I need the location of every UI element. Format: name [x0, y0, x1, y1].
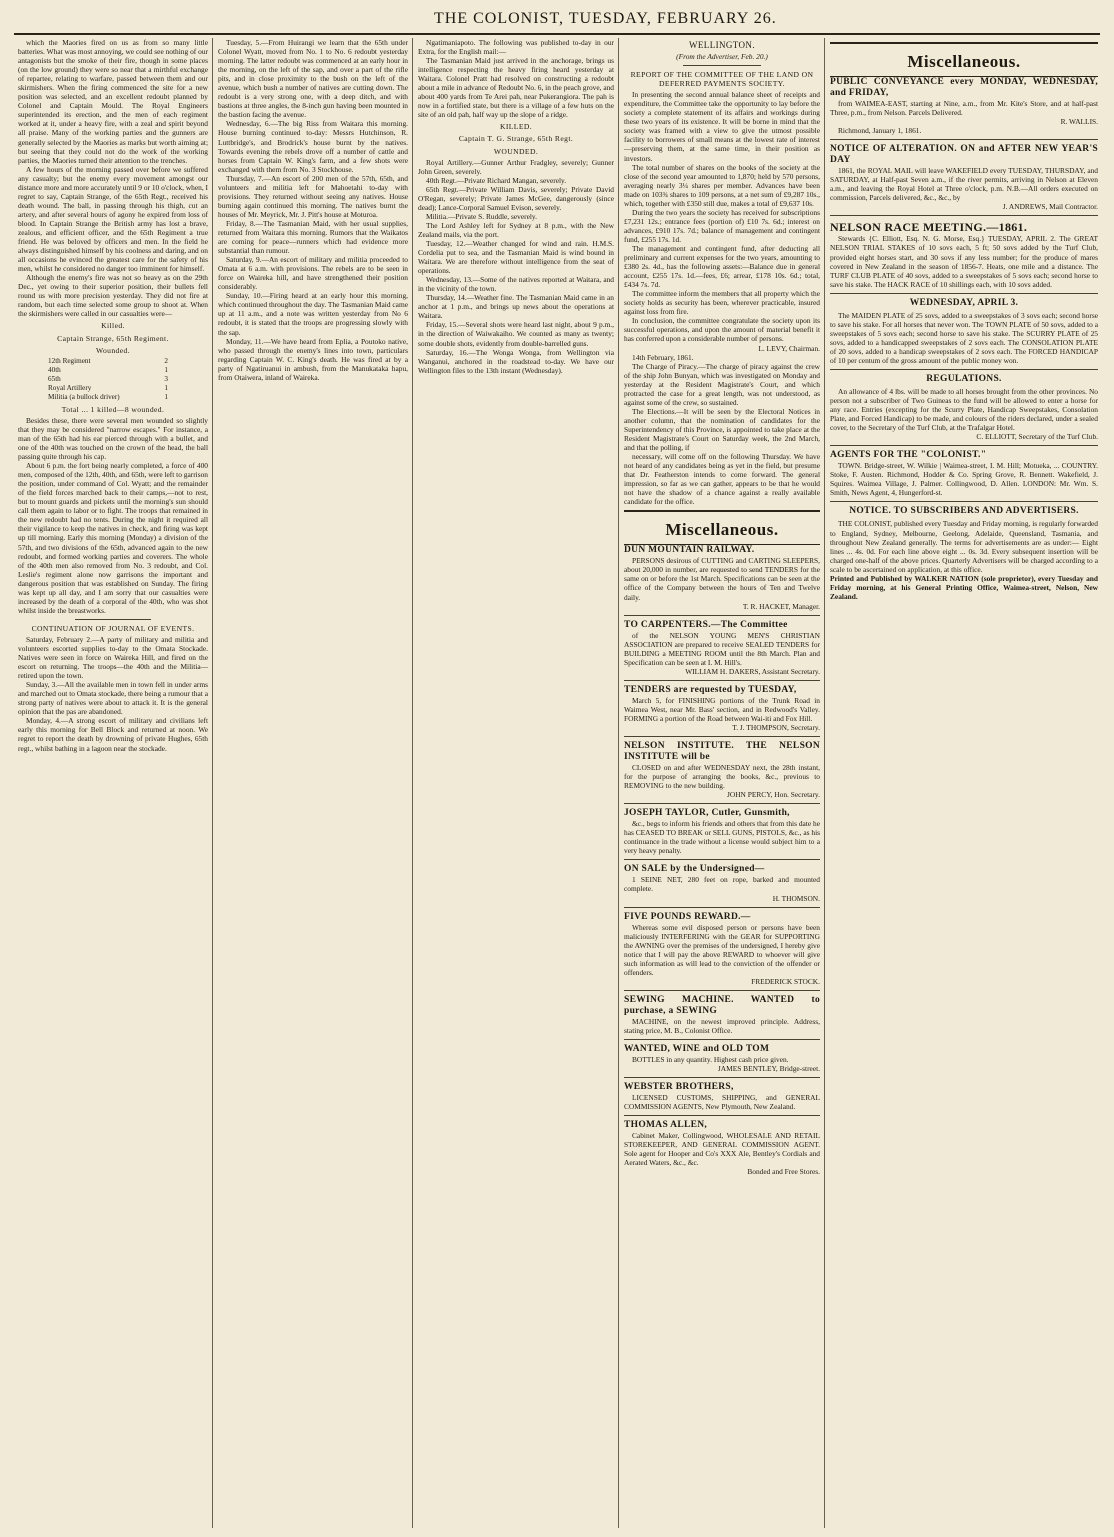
column-divider: [824, 38, 825, 1528]
ad-signature: JOHN PERCY, Hon. Secretary.: [727, 790, 820, 800]
ad-heading: NELSON INSTITUTE. THE NELSON INSTITUTE will be: [624, 741, 820, 763]
ad-heading: NOTICE. TO SUBSCRIBERS AND ADVERTISERS.: [849, 506, 1079, 517]
misc-section-title: Miscellaneous.: [907, 52, 1021, 71]
ad-body: 1861, the ROYAL MAIL will leave WAKEFIELD every TUESDAY, THURSDAY, and SATURDAY, at Half-past Seven a.m., if the river permits, arriving in Nelson at Eleven a.m., and leaving the Royal Hotel at Three o'clock, p.m. N.B.—All orders executed on commission, Parcels delivered, &c., &c., by: [830, 166, 1098, 203]
ad-heading: NOTICE OF ALTERATION. ON and AFTER NEW YEAR'S DAY: [830, 144, 1098, 166]
ad-block: [830, 450, 1098, 497]
article-paragraph: Monday, 11.—We have heard from Eplia, a Poutoko native, who passed through the enemy's lines into town, particulars regarding Captain W. C. King's death. He was fired at by a party of Ngatiruanui in ambush, from the Manukataka hapu, from Otaiwera, inland of Waireka.: [218, 336, 408, 382]
ad-block: [830, 144, 1098, 211]
ad-heading: JOSEPH TAYLOR, Cutler, Gunsmith,: [624, 808, 790, 819]
section-heading: CONTINUATION OF JOURNAL OF EVENTS.: [31, 623, 195, 633]
article-paragraph: Wednesday, 6.—The big Riss from Waitara this morning. House burning continued to-day: Messrs Hutchinson, R. Luttbridge's, and Brodrick's house burnt by the natives. Towards evening the rebels drove off a number of cattle and horses from Captain W. King's farm, and a few shots were exchanged with them from No. 3 Stockhouse.: [218, 119, 408, 174]
ad-signature: WILLIAM H. DAKERS, Assistant Secretary.: [685, 666, 820, 676]
misc-section-header: [830, 42, 1098, 77]
ad-heading: TO CARPENTERS.—The Committee: [624, 619, 788, 630]
column-divider: [212, 38, 213, 1528]
ad-body: from WAIMEA-EAST, starting at Nine, a.m., from Mr. Kite's Store, and at half-past Three, p.m., from Nelson. Parcels Delivered.: [830, 99, 1098, 118]
ad-divider: [624, 1039, 820, 1040]
wounded-row: 65th 3: [48, 374, 168, 383]
article-paragraph: necessary, will come off on the following Thursday. We have not heard of any candidates being as yet in the field, but presume that Dr. Featherston intends to come forward. The general impression, so far as we can gather, appears to be that he would not have the shadow of a chance against a really available candidate for the office.: [624, 452, 820, 507]
ad-heading: PUBLIC CONVEYANCE every MONDAY, WEDNESDAY, and FRIDAY,: [830, 77, 1098, 98]
article-paragraph: Sunday, 3.—All the available men in town fell in under arms and marched out to Omata stockade, there being a rumour that a strong party of natives were about to attack it. It is the general opinion that the pas are abandoned.: [18, 680, 208, 717]
article-paragraph: Friday, 8.—The Tasmanian Maid, with her usual supplies, returned from Waitara this morning. Rumors that the Waikatos are coming for peace—runners which had evidence more substantial than rumour.: [218, 218, 408, 256]
report-dateline: 14th February, 1861.: [632, 352, 694, 362]
article-paragraph: Monday, 4.—A strong escort of military and civilians left early this morning for Bell Block and returned at noon. We regret to report the death by drowning of private Hughes, 65th regt., whilst bathing in a lagoon near the stockade.: [18, 716, 208, 753]
casualty-total: Total ... 1 killed—8 wounded.: [61, 404, 165, 414]
ad-divider: [624, 1077, 820, 1078]
article-paragraph: The management and contingent fund, after deducting all preliminary and current expenses for the two years, amounting to £380 2s. 4d., has the following assets:—Balance due in general account, £255 17s. 1d.—fees, £6; arrear, £178 10s. 6d.; total, £434 7s. 7d.: [624, 243, 820, 290]
wounded-title: WOUNDED.: [493, 146, 539, 156]
wounded-row: Militia (a bullock driver) 1: [48, 392, 168, 401]
ad-signature: H. THOMSON.: [772, 893, 820, 903]
ad-body: Cabinet Maker, Collingwood, WHOLESALE AND RETAIL STOREKEEPER, AND GENERAL COMMISSION AGENT. Sole agent for Hooper and Co's XXX Ale, Bentley's Cordials and Aerated Waters, &c., &c.: [624, 1131, 820, 1168]
ad-body: TOWN. Bridge-street, W. Wilkie | Waimea-street, I. M. Hill; Motueka, ... COUNTRY. Stoke, F. Austen. Richmond, Hodder & Co. Spring Grove, R. Bennett. Wakefield, J. Squires. Waimea Village, J. Palmer. Collingwood, D. Allen. LONDON: Mr. Wm. S. Smith, News Agent, 4, Hungerford-st.: [830, 461, 1098, 498]
ad-footer: Richmond, January 1, 1861.: [838, 126, 922, 136]
article-paragraph: The Tasmanian Maid just arrived in the anchorage, brings us intelligence respecting the heavy firing heard yesterday at Waitara. Colonel Pratt had resolved on constructing a redoubt about a mile in advance of Redoubt No. 6, in the peach grove, and about 400 yards from Te Arei pah, near Pukerangiora. The pah is now in a fortified state, but there is a village of a few huts on the site of an old pah, half way up the slope of a ridge.: [418, 56, 614, 120]
report-title: REPORT OF THE COMMITTEE OF THE LAND ON DEFERRED PAYMENTS SOCIETY.: [630, 70, 814, 89]
ad-heading: WANTED, WINE and OLD TOM: [624, 1043, 770, 1054]
article-paragraph: which the Maories fired on us as from so many little batteries. What was most annoying, we could see nothing of our antagonists but the smoke of their fire, though in some places (on the low ground) they were so near that a mirthful exchange of repartee, relating to warfare, passed between them and our skirmishers. When the firing commenced the site for a new position was selected, and an excellent redoubt planned by Colonel and Captain Mould. The Royal Engineers superintended its erection, and the men of each regiment worked at it, under a heavy fire, with a zeal and spirit beyond all praise. Many of the working parties and the gunners are generally selected by the Maories as marks but worth aiming at; but seeing that they could not do the work of the working parties, the Maories turned their attention to the trenches.: [18, 38, 208, 165]
ad-heading: NELSON RACE MEETING.—1861.: [830, 220, 1028, 235]
section-divider: [75, 619, 151, 620]
ad-body: 1 SEINE NET, 280 feet on rope, barked and mounted complete.: [624, 875, 820, 894]
ad-signature: J. ANDREWS, Mail Contractor.: [1002, 202, 1098, 212]
ad-body: LICENSED CUSTOMS, SHIPPING, and GENERAL COMMISSION AGENTS, New Plymouth, New Zealand.: [624, 1093, 820, 1112]
wellington-source: (From the Advertiser, Feb. 20.): [676, 52, 768, 62]
ad-divider: [830, 501, 1098, 502]
ad-divider: [624, 803, 820, 804]
ad-divider: [830, 139, 1098, 140]
wounded-line: 65th Regt.—Private William Davis, severely; Private David O'Regan, severely; Private James McGee, dangerously (since dead); Lance-Corporal Samuel Evison, severely.: [418, 184, 614, 212]
article-paragraph: The total number of shares on the books of the society at the close of the second year amounted to 1,870; held by 570 persons, averaging nearly 3¼ shares per member. Advances have been made on 103¾ shares to 109 persons, at a net sum of £9,287 10s., which, together with £350 still due, makes a total of £9,637 10s.: [624, 162, 820, 208]
article-paragraph: Thursday, 7.—An escort of 200 men of the 57th, 65th, and volunteers and militia left for Mahoetahi to-day with provisions. They returned without seeing any natives. House burning again continued this morning. The natives burnt the houses of Mr. Meyrick, Mr. J. Pitt's house at Moturoa.: [218, 173, 408, 219]
ad-block: [624, 741, 820, 799]
ad-footer: Printed and Published by WALKER NATION (sole proprietor), every Tuesday and Friday morning, at his General Printing Office, Waimea-street, Nelson, New Zealand.: [830, 573, 1098, 601]
ad-heading: WEBSTER BROTHERS,: [624, 1082, 734, 1093]
ad-divider: [624, 736, 820, 737]
ad-body: An allowance of 4 lbs. will be made to all horses brought from the other provinces. No person not a subscriber of Two Guineas to the fund will be allowed to enter a horse for any race. Entries (excepting for the Scurry Plate, Handicap Sweepstakes, Consolation Plate, and Forced Handicap) to be made, and colours of the riders declared, under a sealed cover, to the Secretary of the Turf Club, at the Trafalgar Hotel.: [830, 386, 1098, 433]
ad-heading: WEDNESDAY, APRIL 3.: [909, 297, 1019, 308]
article-paragraph: In conclusion, the committee congratulate the society upon its successful operations, and upon the amount of material benefit it has conferred upon a considerable number of persons.: [624, 316, 820, 344]
ad-signature: R. WALLIS.: [1060, 117, 1098, 127]
ad-signature: C. ELLIOTT, Secretary of the Turf Club.: [976, 432, 1098, 442]
column-divider: [412, 38, 413, 1528]
ad-heading: DUN MOUNTAIN RAILWAY.: [624, 545, 755, 556]
wounded-row: 12th Regiment 2: [48, 356, 168, 365]
column-divider: [618, 38, 619, 1528]
ad-body: MACHINE, on the newest improved principle. Address, stating price, M. B., Colonist Office.: [624, 1016, 820, 1035]
wounded-list: [48, 357, 208, 402]
ad-body: Whereas some evil disposed person or persons have been maliciously INTERFERING with the GEAR for SUPPORTING the AWNING over the premises of the undersigned, I hereby give notice that I will pay the above REWARD to whoever will give such information as will lead to the conviction of the offender or offenders.: [624, 922, 820, 977]
article-paragraph: Saturday, 16.—The Wonga Wonga, from Wellington via Wanganui, anchored in the roadstead to-day. We have our Wellington files to the 13th instant (Wednesday).: [418, 347, 614, 375]
ad-body: BOTTLES in any quantity. Highest cash price given.: [632, 1054, 789, 1064]
killed-title: KILLED.: [499, 122, 533, 132]
ad-block: [624, 1082, 820, 1111]
ad-block: [830, 374, 1098, 441]
article-paragraph: The Elections.—It will be seen by the Electoral Notices in another column, that the nomination of candidates for the Superintendency of this Province, is appointed to take place at the Resident Magistrate's Court on Saturday week, the 2nd March, and that the polling, if: [624, 406, 820, 453]
ad-heading: TENDERS are requested by TUESDAY,: [624, 684, 797, 695]
killed-line: Captain T. G. Strange, 65th Regt.: [458, 134, 574, 144]
article-paragraph: The Charge of Piracy.—The charge of piracy against the crew of the ship John Bunyan, which was investigated on Monday and yesterday at the Resident Magistrate's Court, and which protracted the case for a great length, was not understood, as against some of the crew, so sustained.: [624, 361, 820, 407]
killed-label: Killed.: [101, 321, 125, 331]
article-paragraph: Thursday, 14.—Weather fine. The Tasmanian Maid came in an anchor at 1 p.m., and brings up news about the operations at Waitara.: [418, 293, 614, 321]
ad-divider: [624, 615, 820, 616]
ad-heading: REGULATIONS.: [926, 373, 1002, 384]
ad-block: [624, 864, 820, 902]
ad-divider: [830, 293, 1098, 294]
section-divider: [683, 65, 761, 66]
article-paragraph: Ngatimaniapoto. The following was published to-day in our Extra, for the English mail:—: [418, 38, 614, 57]
article-paragraph: Tuesday, 5.—From Huirangi we learn that the 65th under Colonel Wyatt, moved from No. 1 to No. 6 redoubt yesterday morning. The latter redoubt was commenced at an early hour in the morning, on the left of the sap, and over a part of the rifle pits, and in close proximity to the bush on the left of the avenue, which bush a number of natives are cutting down. The redoubt is a very strong one, with a deep ditch, and with bastions at three angles, the 8-inch gun having been mounted in the bastion facing the avenue.: [218, 38, 408, 120]
ad-block: [624, 1120, 820, 1176]
ad-block: [830, 298, 1098, 365]
ad-signature: T. R. HACKET, Manager.: [742, 601, 820, 611]
report-signature: L. LEVY, Chairman.: [758, 343, 820, 353]
ad-divider: [624, 990, 820, 991]
column-3: [418, 38, 614, 1528]
ad-body: PERSONS desirous of CUTTING and CARTING SLEEPERS, about 20,000 in number, are requested to send TENDERS for the same on or before the 1st March. Specifications can be seen at the office of the Company between the hours of Ten and Twelve daily.: [624, 556, 820, 602]
ad-block: [830, 506, 1098, 600]
article-paragraph: The committee inform the members that all property which the society holds as security has been, wherever practicable, insured against loss from fire.: [624, 289, 820, 317]
wounded-line: 40th Regt.—Private Richard Mangan, severely.: [426, 175, 567, 185]
ad-divider: [830, 445, 1098, 446]
ad-signature: Bonded and Free Stores.: [747, 1167, 820, 1177]
column-4: [624, 38, 820, 1528]
article-paragraph: Saturday, February 2.—A party of military and militia and volunteers escorted supplies to-day to the Omata Stockade. Natives were seen in force on Waireka Hill, and fired on the escort on returning. The troops—the 40th and the Militia—retired upon the town.: [18, 634, 208, 681]
ad-signature: T. J. THOMPSON, Secretary.: [732, 723, 820, 732]
ad-divider: [830, 369, 1098, 370]
ad-signature: FREDERICK STOCK.: [751, 976, 820, 986]
ad-body: CLOSED on and after WEDNESDAY next, the 28th instant, for the purpose of arranging the books, &c., previous to REMOVING to the new building.: [624, 763, 820, 791]
wounded-line: Royal Artillery.—Gunner Arthur Fradgley, severely; Gunner John Green, severely.: [418, 157, 614, 176]
wounded-row: Royal Artillery 1: [48, 383, 168, 392]
ad-heading: THOMAS ALLEN,: [624, 1120, 708, 1131]
killed-line: Captain Strange, 65th Regiment.: [57, 333, 169, 343]
ad-block: [624, 912, 820, 986]
article-paragraph: Saturday, 9.—An escort of military and militia proceeded to Omata at 6 a.m. with provisions. The rebels are to be seen in force on Waireka hill, and have strengthened their position considerably.: [218, 255, 408, 292]
ad-body: March 5, for FINISHING portions of the Trunk Road in Waimea West, near Mr. Bass' section, and in Redwood's Valley. FORMING a portion of the Road between Wai-iti and Fox Hill.: [624, 695, 820, 723]
ad-divider: [624, 680, 820, 681]
column-2: [218, 38, 408, 1528]
ad-block: [830, 77, 1098, 135]
masthead-rule: [14, 33, 1100, 35]
wellington-title: WELLINGTON.: [689, 40, 755, 50]
ad-body: Stewards {C. Elliott, Esq. N. G. Morse, Esq.} TUESDAY, APRIL 2. The GREAT NELSON TRIAL STAKES of 10 sovs each, 5 ft; 50 sovs added by the Turf Club, provided eight horses start, and 30 sovs if any less number; for the produce of mares covered in New Zealand in the season of 1856-7. Heats, one mile and a distance. The TURF CLUB PLATE of 40 sovs, added to a sweepstakes of 5 sovs each; second horse to save his stake. The HACK RACE of 10 shillings each, with 10 sovs added.: [830, 234, 1098, 289]
article-paragraph: Wednesday, 13.—Some of the natives reported at Waitara, and in the vicinity of the town.: [418, 275, 614, 294]
ad-divider: [830, 215, 1098, 216]
ad-block: [624, 1044, 820, 1073]
article-paragraph: Besides these, there were several men wounded so slightly that they may be considered "narrow escapes." For instance, a man of the 65th had his ear pierced through with a bullet, and one of the 40th was touched on the crown of the head, the ball passing quite through his cap.: [18, 415, 208, 462]
article-paragraph: Tuesday, 12.—Weather changed for wind and rain. H.M.S. Cordelia put to sea, and the Tasmanian Maid is wind bound in Waitara. We are therefore without intelligence from the seat of operations.: [418, 238, 614, 276]
article-paragraph: Friday, 15.—Several shots were heard last night, about 9 p.m., in the direction of Waiwakaiho. We counted as many as twenty; some double shots, evidently from double-barrelled guns.: [418, 320, 614, 348]
ad-divider: [624, 859, 820, 860]
article-paragraph: Sunday, 10.—Firing heard at an early hour this morning, which continued throughout the day. The Tasmanian Maid came up at 11 a.m., and a note was written yesterday from No 6 redoubt, it is stated that the troops are progressing slowly with the sap.: [218, 291, 408, 337]
ad-block: [624, 685, 820, 732]
article-paragraph: About 6 p.m. the fort being nearly completed, a force of 400 men, composed of the 12th, 40th, and 65th, were left to garrison the position, under command of Col. Wyatt; and the remainder of the field forces marched back to their camps,—not to rest, but to mount guards and pickets until the morning's sun should call them again to labor or to fight. The troops that remained in the new redoubt had no tents. During the night it required all their vigilance to keep the natives in check, and firing was kept up till morning. Early this morning (Monday) a division of the 57th, and two divisions of the 65th, advanced again to the new redoubt, and formed working parties and coverers. The whole of the 40th men also removed from No. 3 redoubt, and Col. Leslie's regiment alone now garrisons the important and dangerous position that was established on Sunday. The firing was kept up all day, and I am sorry that our casualties were increased by the death of a corporal of the 40th, who was shot whilst inside the breastworks.: [18, 461, 208, 615]
wounded-line: Militia.—Private S. Ruddle, severely.: [426, 211, 537, 221]
masthead: [14, 10, 1100, 32]
ad-block: [624, 545, 820, 610]
misc-section-title: Miscellaneous.: [665, 520, 779, 540]
ad-block: [624, 995, 820, 1035]
wounded-label: Wounded.: [95, 345, 130, 355]
article-paragraph: Although the enemy's fire was not so heavy as on the 29th Dec., yet owing to their superior position, their bullets fell round us with more precision yesterday. They did not fire at random, but each time selected some group to shoot at. When the skirmishers were called in our casualties were—: [18, 273, 208, 319]
article-paragraph: During the two years the society has received for subscriptions £7,231 12s.; entrance fees (portion of) £10 7s. 6d.; interest on advances, £910 17s. 7d.; balance of management and contingent fund, £255 17s. 1d.: [624, 207, 820, 244]
ad-body: THE COLONIST, published every Tuesday and Friday morning, is regularly forwarded to England, Sydney, Melbourne, Geelong, Adelaide, Queensland, Tasmania, and throughout New Zealand generally. The terms for advertisements are as under:— Eight lines ... 4s. 0d. For each line above eight ... 0s. 3d. Every subsequent insertion will be charged one-half of the above prices. Quarterly Advertisers will be charged according to a scale to be ascertained on application, at this office.: [830, 519, 1098, 574]
column-5: [830, 38, 1098, 1528]
wounded-row: 40th 1: [48, 365, 168, 374]
ad-body: &c., begs to inform his friends and others that from this date he has CEASED TO BREAK or SELL GUNS, PISTOLS, &c., as his continuance in the trade without a license would subject him to a very heavy penalty.: [624, 819, 820, 856]
ad-divider: [624, 1115, 820, 1116]
ad-body: The MAIDEN PLATE of 25 sovs, added to a sweepstakes of 3 sovs each; second horse to save his stake. For all horses that never won. The TOWN PLATE of 50 sovs, added to a sweepstakes of 5 sovs each; second horse to save his stake. The SCURRY PLATE of 25 sovs, added to a handicapped sweepstakes of 2 sovs each. The CONSOLATION PLATE of 20 sovs, added to a handicap sweepstakes of 2 sovs each. The FORCED HANDICAP of 10 per centum of the gross amount of the public money won.: [830, 310, 1098, 365]
ad-body: of the NELSON YOUNG MEN'S CHRISTIAN ASSOCIATION are prepared to receive SEALED TENDERS for BUILDING a MEETING ROOM until the 8th March. Plan and Specification can be seen at I. M. Hill's.: [624, 630, 820, 667]
ad-heading: SEWING MACHINE. WANTED to purchase, a SEWING: [624, 994, 820, 1016]
column-1: [18, 38, 208, 1528]
ad-block: [830, 220, 1098, 288]
misc-section-header: [624, 510, 820, 545]
article-paragraph: The Lord Ashley left for Sydney at 8 p.m., with the New Zealand mails, via the port.: [418, 220, 614, 239]
ad-divider: [624, 907, 820, 908]
ad-block: [624, 620, 820, 676]
masthead-title: THE COLONIST, TUESDAY, FEBRUARY 26.: [434, 10, 777, 27]
ad-heading: AGENTS FOR THE "COLONIST.": [830, 450, 987, 461]
article-paragraph: A few hours of the morning passed over before we suffered any casualty; but the enemy every movement amongst our distance more and more accurately until 9 or 10 o'clock, when, I regret to say, Captain Strange, of the 65th Regt., received his death wound. The ball, in passing through his thigh, cut an artery, and after several hours of agony he expired from loss of blood. In Captain Strange the British army has lost a brave, zealous, and efficient officer, and the 65th Regiment a true friend. He was beloved by officers and men. In the field he always distinguished himself by his coolness and daring, and on all occasions he evinced the greatest care for the safety of his men, whilst he considered no danger too imminent for himself.: [18, 164, 208, 274]
ad-signature: JAMES BENTLEY, Bridge-street.: [717, 1064, 820, 1074]
ad-heading: FIVE POUNDS REWARD.—: [624, 911, 751, 922]
ad-heading: ON SALE by the Undersigned—: [624, 864, 765, 875]
ad-block: [624, 808, 820, 855]
article-paragraph: In presenting the second annual balance sheet of receipts and expenditure, the Committee take the opportunity to lay before the society a complete statement of its affairs and workings during these two years of its existence. It will be borne in mind that the society was framed with a view to give the utmost possible facility to borrowers of small means at the lowest rate of interest—preserving them, at the same time, in their position as investors.: [624, 90, 820, 163]
